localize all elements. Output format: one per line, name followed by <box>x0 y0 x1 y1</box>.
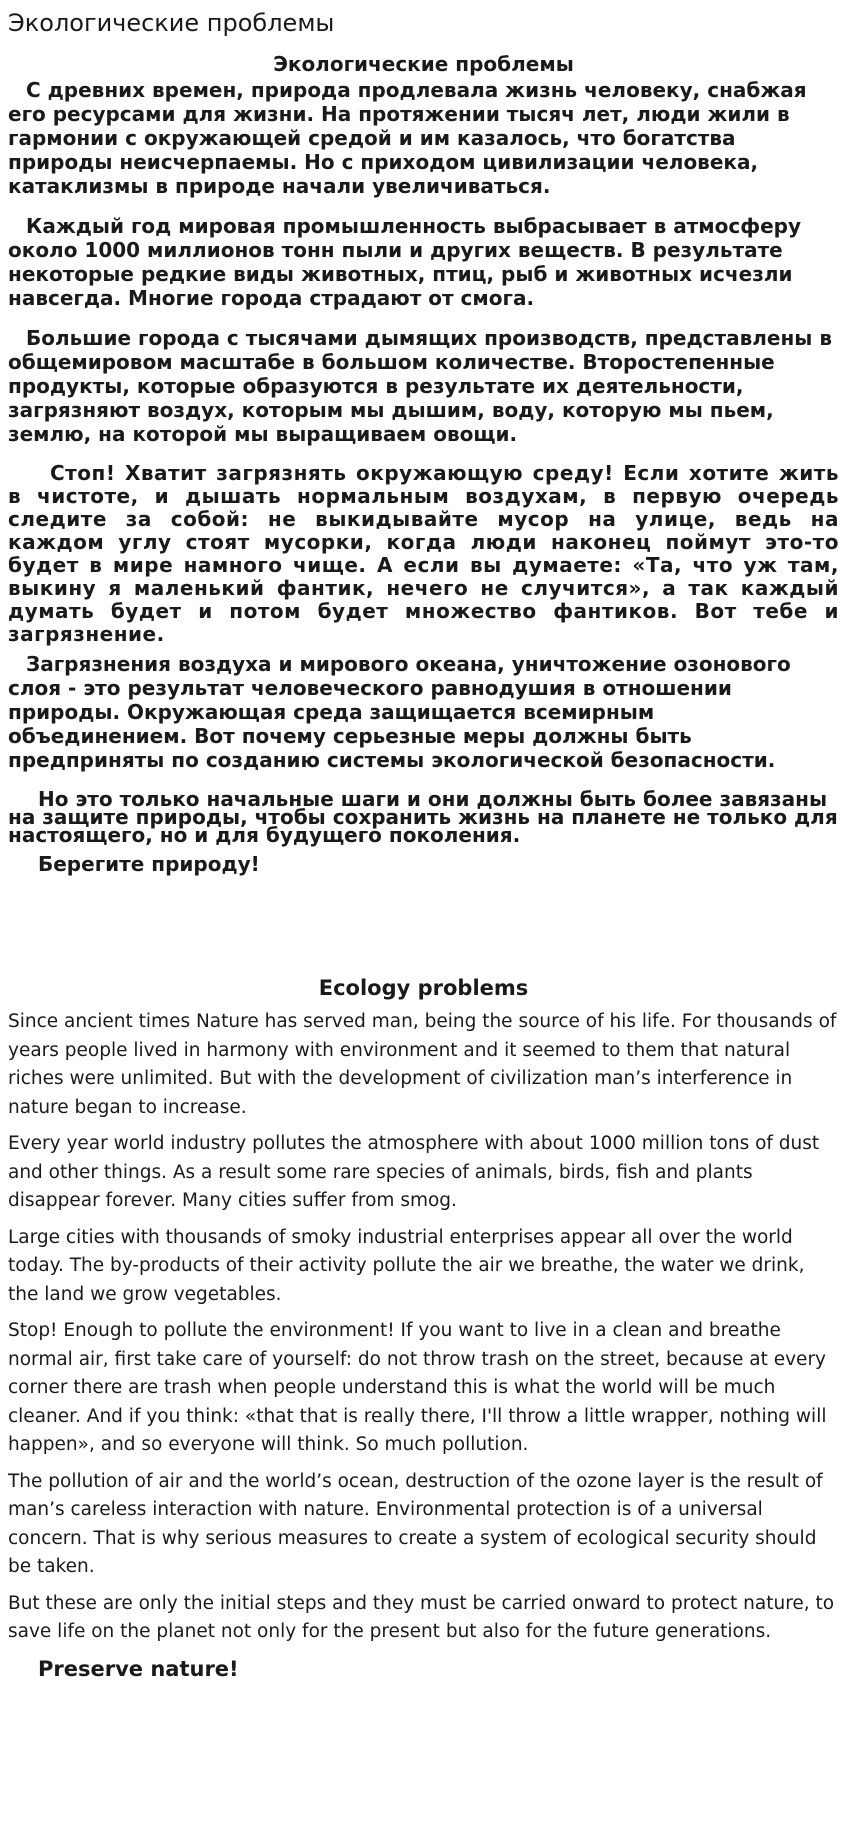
russian-paragraph-6: Но это только начальные шаги и они должны быть более завязаны на защите природы, чтобы сохранить жизнь на планете не только для настоящего, но и для будущего поколения. <box>8 787 838 847</box>
english-paragraph-5: The pollution of air and the world’s ocean, destruction of the ozone layer is the result of man’s careless interaction with nature. Environmental protection is of a universal concern. That is why serious measures to create a system of ecological security should be taken. <box>8 1470 823 1577</box>
russian-paragraph-4: Стоп! Хватит загрязнять окружающую среду! Если хотите жить в чистоте, и дышать нормальным воздухам, в первую очередь следите за собой: не выкидывайте мусор на улице, ведь на каждом углу стоят мусорки, когда люди наконец поймут это-то будет в мире намного чище. А если вы думаете: «Та, что уж там, выкину я маленький фантик, нечего не случится», а так каждый думать будет и потом будет множество фантиков. Вот тебе и загрязнение. <box>8 461 839 646</box>
english-paragraph-6: But these are only the initial steps and they must be carried onward to protect nature, to save life on the planet not only for the present but also for the future generations. <box>8 1592 835 1642</box>
russian-paragraph-3: Большие города с тысячами дымящих производств, представлены в общемировом масштабе в большом количестве. Второстепенные продукты, которые образуются в результате их деятельности, загрязняют воздух, которым мы дышим, воду, которую мы пьем, землю, на которой мы выращиваем овощи. <box>8 326 832 446</box>
english-closing: Preserve nature! <box>38 1656 239 1681</box>
english-paragraph-3: Large cities with thousands of smoky industrial enterprises appear all over the world today. The by-products of their activity pollute the air we breathe, the water we drink, the land we grow vegetables. <box>8 1226 805 1305</box>
section-spacer <box>8 876 839 974</box>
page-title: Экологические проблемы <box>8 9 335 37</box>
russian-heading: Экологические проблемы <box>273 52 574 76</box>
english-paragraph-1: Since ancient times Nature has served man, being the source of his life. For thousands of years people lived in harmony with environment and it seemed to them that natural riches were unlimited. But with the development of civilization man’s interference in nature began to increase. <box>8 1011 837 1118</box>
english-section <box>8 974 839 1683</box>
russian-section <box>8 52 839 876</box>
english-paragraph-4: Stop! Enough to pollute the environment! If you want to live in a clean and breathe normal air, first take care of yourself: do not throw trash on the street, because at every corner there are trash when people understand this is what the world will be much cleaner. And if you think: «that that is really there, I'll throw a little wrapper, nothing will happen», and so everyone will think. So much pollution. <box>8 1320 827 1455</box>
english-paragraph-2: Every year world industry pollutes the atmosphere with about 1000 million tons of dust and other things. As a result some rare species of animals, birds, fish and plants disappear forever. Many cities suffer from smog. <box>8 1133 820 1211</box>
russian-paragraph-2: Каждый год мировая промышленность выбрасывает в атмосферу около 1000 миллионов тонн пыли и других веществ. В результате некоторые редкие виды животных, птиц, рыб и животных исчезли навсегда. Многие города страдают от смога. <box>8 214 801 310</box>
russian-closing: Берегите природу! <box>38 852 260 876</box>
russian-paragraph-5: Загрязнения воздуха и мирового океана, уничтожение озонового слоя - это результат человеческого равнодушия в отношении природы. Окружающая среда защищается всемирным объединением. Вот почему серьезные меры должны быть предприняты по созданию системы экологической безопасности. <box>8 652 791 772</box>
english-heading: Ecology problems <box>318 976 529 1000</box>
russian-paragraph-1: С древних времен, природа продлевала жизнь человеку, снабжая его ресурсами для жизни. На протяжении тысяч лет, люди жили в гармонии с окружающей средой и им казалось, что богатства природы неисчерпаемы. Но с приходом цивилизации человека, катаклизмы в природе начали увеличиваться. <box>8 78 807 198</box>
